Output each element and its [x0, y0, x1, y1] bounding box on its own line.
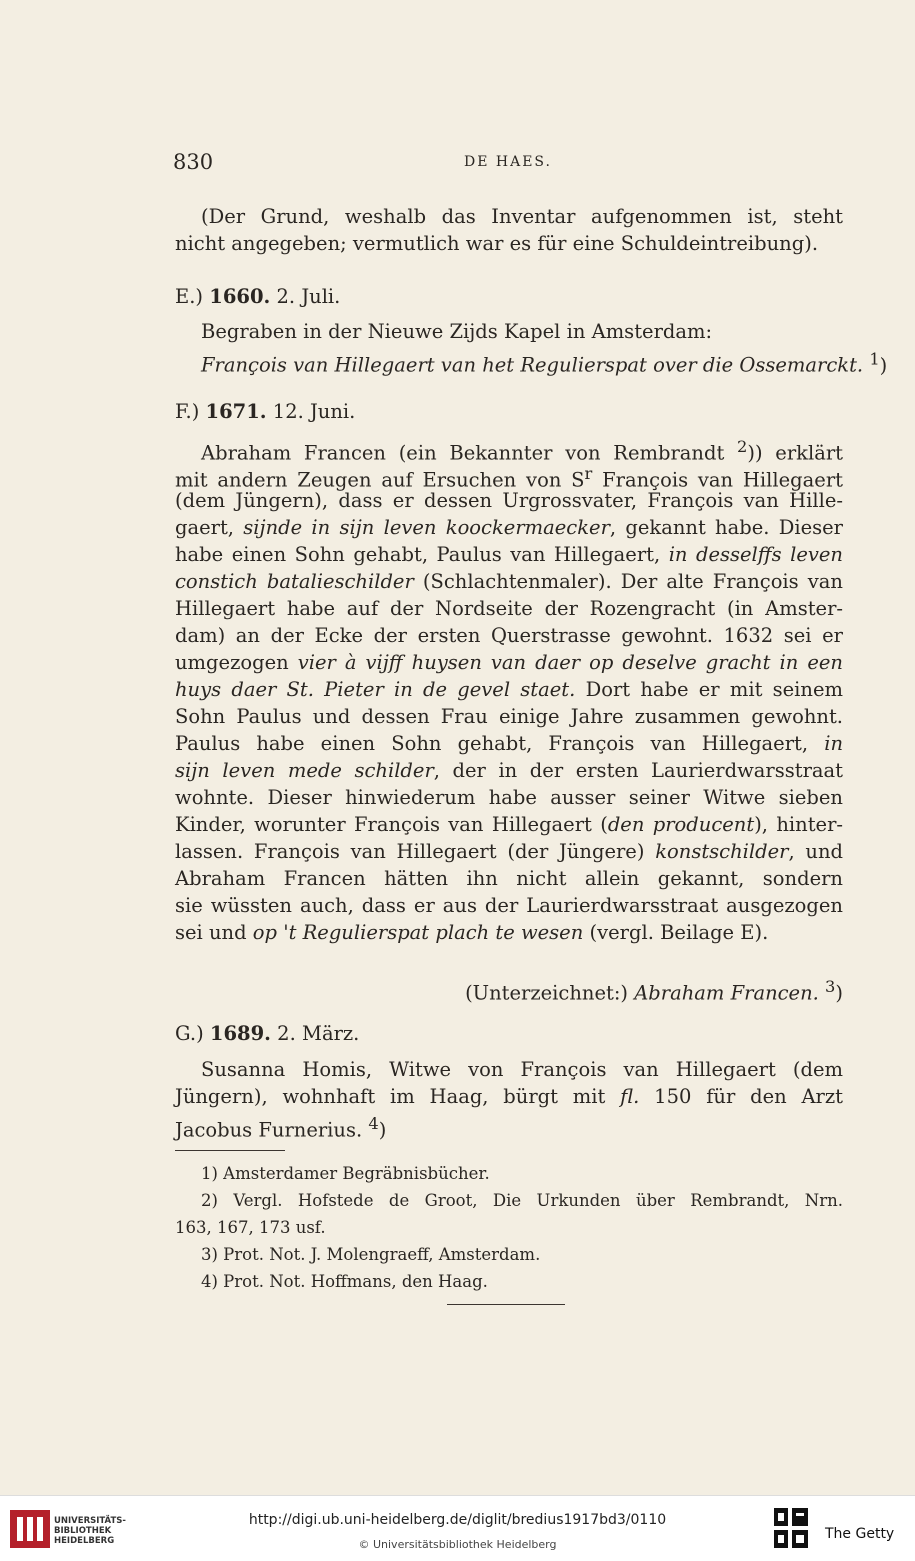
text-line: Abraham Francen (ein Bekannter von Rembrandt $^2$)) erklärt — [201, 437, 843, 465]
getty-label: The Getty — [825, 1526, 895, 1542]
text-line: Jüngern), wohnhaft im Haag, bürgt mit fl. 150 für den Arzt — [175, 1085, 843, 1108]
library-name: UNIVERSITÄTS- BIBLIOTHEK HEIDELBERG — [54, 1516, 126, 1546]
text-line: Abraham Francen hätten ihn nicht allein gekannt, sondern — [175, 867, 843, 890]
page-header — [173, 150, 843, 180]
text-line: (dem Jüngern), dass er dessen Urgrossvater, François van Hille- — [175, 489, 843, 512]
permalink[interactable]: http://digi.ub.uni-heidelberg.de/diglit/bredius1917bd3/0110 — [248, 1512, 667, 1528]
text-line: (Der Grund, weshalb das Inventar aufgenommen ist, steht — [201, 205, 843, 228]
heading-year: 1671. — [205, 400, 267, 423]
footnote-ref: 2 — [737, 437, 748, 456]
text-line: lassen. François van Hillegaert (der Jüngere) konstschilder, und — [175, 840, 844, 863]
text-line: mit andern Zeugen auf Ersuchen von $S^r$ François van Hillegaert — [175, 464, 843, 492]
heading-date: 12. Juni. — [272, 400, 356, 423]
text-line: sie wüssten auch, dass er aus der Laurierdwarsstraat ausgezogen — [175, 894, 843, 917]
text-line: Hillegaert habe auf der Nordseite der Rozengracht (in Amster- — [175, 597, 843, 620]
running-head: DE HAES. — [464, 154, 552, 170]
italic-quote: François van Hillegaert van het Regulierspat over die Ossemarckt. — [201, 353, 864, 377]
text-line: huys daer St. Pieter in de gevel staet. Dort habe er mit seinem — [175, 678, 843, 701]
heading-letter: G.) — [175, 1022, 204, 1045]
text-line: Sohn Paulus und dessen Frau einige Jahre zusammen gewohnt. — [175, 705, 843, 728]
heading-date: 2. März. — [277, 1022, 360, 1045]
getty-logo-icon — [772, 1506, 810, 1552]
section-heading-g — [175, 1020, 843, 1047]
text-line: Jacobus Furnerius. $^4$) — [175, 1114, 387, 1142]
copyright: © Universitätsbibliothek Heidelberg — [358, 1538, 557, 1551]
page-number: 830 — [173, 150, 214, 174]
footnote-ref: 3 — [825, 977, 836, 996]
text-line: sijn leven mede schilder, der in der ersten Laurierdwarsstraat — [175, 759, 843, 782]
text-line: Susanna Homis, Witwe von François van Hillegaert (dem — [201, 1058, 843, 1081]
footnote: 2) Vergl. Hofstede de Groot, Die Urkunden über Rembrandt, Nrn. — [201, 1191, 843, 1210]
viewer-footer — [0, 1495, 915, 1561]
signature-line: (Unterzeichnet:) Abraham Francen. $^3$) — [465, 977, 843, 1005]
text-line: Begraben in der Nieuwe Zijds Kapel in Amsterdam: — [201, 320, 713, 343]
heading-letter: E.) — [175, 285, 204, 308]
text-line: gaert, sijnde in sijn leven koockermaecker, gekannt habe. Dieser — [175, 516, 844, 539]
heading-year: 1689. — [209, 1022, 271, 1045]
text-line: habe einen Sohn gehabt, Paulus van Hillegaert, in desselffs leven — [175, 543, 843, 566]
text-line: sei und op 't Regulierspat plach te wesen (vergl. Beilage E). — [175, 921, 769, 944]
footnote: 4) Prot. Not. Hoffmans, den Haag. — [201, 1272, 488, 1291]
footnote: 163, 167, 173 usf. — [175, 1218, 326, 1237]
text-line: constich batalieschilder (Schlachtenmaler). Der alte François van — [175, 570, 843, 593]
text-line: wohnte. Dieser hinwiederum habe ausser seiner Witwe sieben — [175, 786, 843, 809]
section-heading-e — [175, 283, 843, 310]
end-rule — [447, 1304, 565, 1305]
text-line: Kinder, worunter François van Hillegaert (den producent), hinter- — [175, 813, 843, 836]
heading-letter: F.) — [175, 400, 200, 423]
footnote: 3) Prot. Not. J. Molengraeff, Amsterdam. — [201, 1245, 541, 1264]
footnote-ref: 1 — [869, 349, 880, 368]
section-heading-f — [175, 398, 843, 425]
text-line: nicht angegeben; vermutlich war es für eine Schuldeintreibung). — [175, 232, 819, 255]
footnote-rule — [175, 1150, 285, 1151]
heading-year: 1660. — [209, 285, 271, 308]
footnote-ref: 4 — [368, 1114, 379, 1133]
text-line: dam) an der Ecke der ersten Querstrasse gewohnt. 1632 sei er — [175, 624, 843, 647]
footnote: 1) Amsterdamer Begräbnisbücher. — [201, 1164, 490, 1183]
text-line: Paulus habe einen Sohn gehabt, François van Hillegaert, in — [175, 732, 843, 755]
heading-date: 2. Juli. — [276, 285, 341, 308]
text-line: umgezogen vier à vijff huysen van daer op deselve gracht in een — [175, 651, 843, 674]
text-line: François van Hillegaert van het Regulierspat over die Ossemarckt. $^1$) — [201, 349, 888, 377]
